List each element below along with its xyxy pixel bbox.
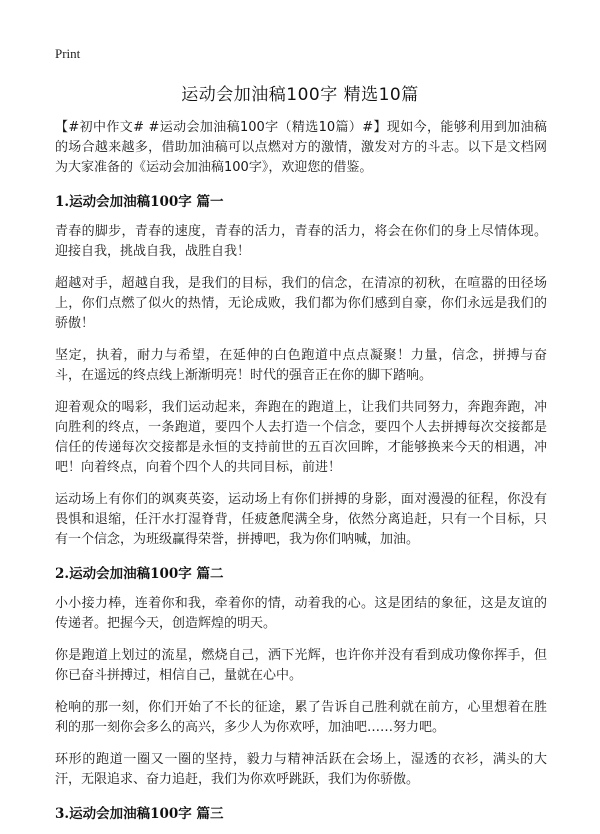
paragraph: 迎着观众的喝彩，我们运动起来，奔跑在的跑道上，让我们共同努力，奔跑奔跑，冲向胜利的终点，一条跑道，要四个人去打造一个信念，要四个人去拼搏每次交接都是信任的传递每次交接都是永恒的支持前世的五百次回眸，才能够换来今天的相遇，冲吧！向着终点，向着个四个人的共同目标，前进！ <box>55 400 547 475</box>
document-body <box>55 118 547 834</box>
section-heading-3: 3.运动会加油稿100字 篇三 <box>55 806 224 822</box>
paragraph: 运动场上有你们的飒爽英姿，运动场上有你们拼搏的身影，面对漫漫的征程，你没有畏惧和退缩，任汗水打湿脊背，任疲惫爬满全身，依然分离追赶，只有一个目标，只有一个信念，为班级赢得荣誉，拼搏吧，我为你们呐喊，加油。 <box>55 492 547 547</box>
section-heading-1: 1.运动会加油稿100字 篇一 <box>55 194 224 210</box>
paragraph: 枪响的那一刻，你们开始了不长的征途，累了告诉自己胜利就在前方，心里想着在胜利的那一刻你会多么的高兴，多少人为你欢呼，加油吧……努力吧。 <box>55 700 547 735</box>
paragraph: 青春的脚步，青春的速度，青春的活力，青春的活力，将会在你们的身上尽情体现。迎接自我，挑战自我，战胜自我！ <box>55 224 547 259</box>
paragraph: 环形的跑道一圈又一圈的坚持，毅力与精神活跃在会场上，湿透的衣衫，满头的大汗，无限追求、奋力追赶，我们为你欢呼跳跃，我们为你骄傲。 <box>55 752 547 787</box>
print-link[interactable]: Print <box>55 46 81 61</box>
document-title: 运动会加油稿100字 精选10篇 <box>181 85 419 105</box>
paragraph: 超越对手，超越自我，是我们的目标，我们的信念，在清凉的初秋，在喧嚣的田径场上，你们点燃了似火的热情，无论成败，我们都为你们感到自豪，你们永远是我们的骄傲！ <box>55 276 547 331</box>
paragraph: 你是跑道上划过的流星，燃烧自己，洒下光辉，也许你并没有看到成功像你挥手，但你已奋斗拼搏过，相信自己，量就在心中。 <box>55 648 547 683</box>
intro-paragraph: 【#初中作文# #运动会加油稿100字（精选10篇）#】现如今，能够利用到加油稿的场合越来越多，借助加油稿可以点燃对方的激情，激发对方的斗志。以下是文档网为大家准备的《运动会加油稿100字》，欢迎您的借鉴。 <box>55 120 547 175</box>
paragraph: 坚定，执着，耐力与希望，在延伸的白色跑道中点点凝聚！力量，信念，拼搏与奋斗，在遥远的终点线上渐渐明亮！时代的强音正在你的脚下踏响。 <box>55 348 547 383</box>
paragraph: 小小接力棒，连着你和我，牵着你的情，动着我的心。这是团结的象征，这是友谊的传递者。把握今天，创造辉煌的明天。 <box>55 596 547 631</box>
section-heading-2: 2.运动会加油稿100字 篇二 <box>55 566 224 582</box>
